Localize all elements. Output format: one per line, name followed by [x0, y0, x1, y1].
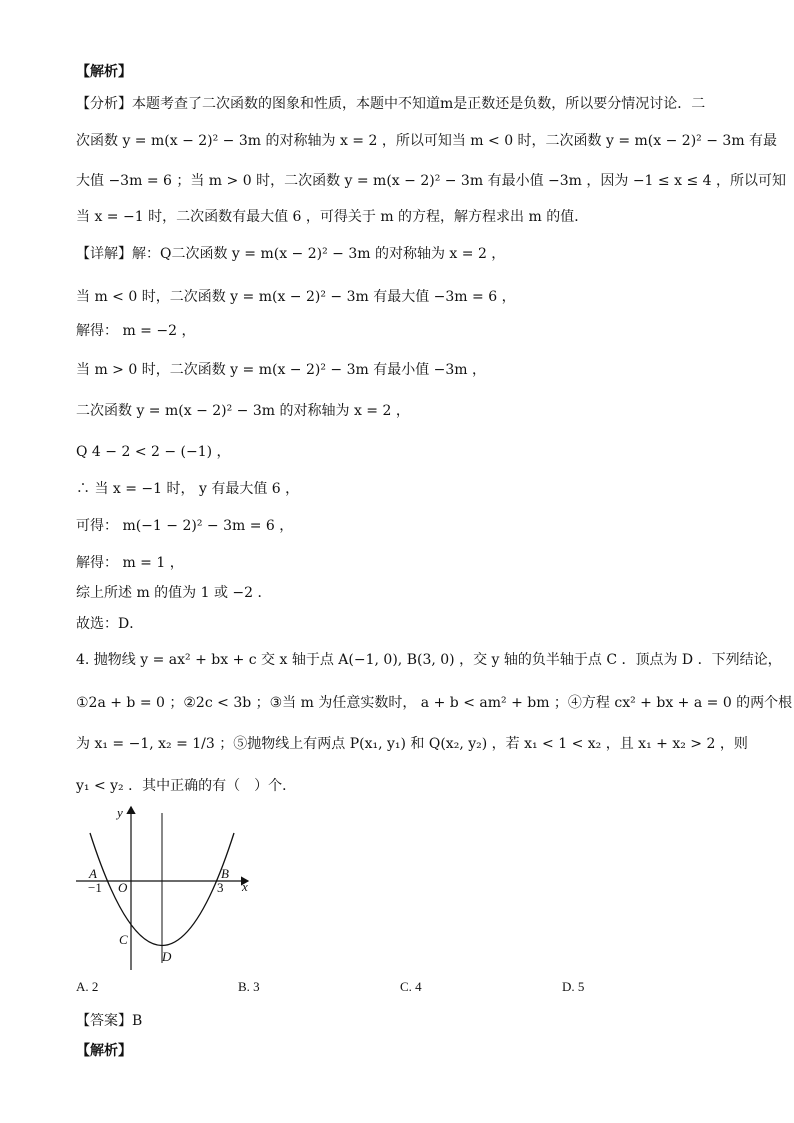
option-b: B. 3: [238, 979, 260, 994]
analysis-4: 当 x = −1 时，二次函数有最大值 6 ，可得关于 m 的方程，解方程求出 m 的值．: [76, 209, 589, 225]
jiexi-heading-2: 【解析】: [76, 1043, 132, 1059]
analysis-3: 大值 −3m = 6 ；当 m > 0 时，二次函数 y = m(x − 2)² − 3m 有最小值 −3m ，因为 −1 ≤ x ≤ 4 ，所以可知: [76, 173, 786, 189]
y-axis-label: y: [117, 805, 123, 820]
detail-6: Q 4 − 2 < 2 − (−1) ，: [76, 444, 231, 460]
point-b-label: B: [221, 866, 229, 881]
answer: 【答案】B: [76, 1013, 143, 1029]
detail-5: 二次函数 y = m(x − 2)² − 3m 的对称轴为 x = 2 ，: [76, 403, 410, 419]
parabola-figure: [76, 803, 256, 975]
q4-3: 为 x₁ = −1, x₂ = 1/3 ；⑤抛物线上有两点 P(x₁, y₁) 和 Q(x₂, y₂) ，若 x₁ < 1 < x₂ ，且 x₁ + x₂ > 2 ，则: [76, 736, 748, 752]
detail-4: 当 m > 0 时，二次函数 y = m(x − 2)² − 3m 有最小值 −3m ，: [76, 362, 487, 378]
tick-3-label: 3: [217, 880, 224, 895]
origin-label: O: [118, 880, 128, 895]
detail-7: ∴ 当 x = −1 时， y 有最大值 6 ，: [76, 481, 300, 497]
analysis-2: 次函数 y = m(x − 2)² − 3m 的对称轴为 x = 2 ，所以可知当 m < 0 时，二次函数 y = m(x − 2)² − 3m 有最: [76, 133, 778, 149]
analysis-1: 【分析】本题考查了二次函数的图象和性质，本题中不知道m是正数还是负数，所以要分情况讨论．二: [76, 96, 706, 112]
q4-4: y₁ < y₂ ．其中正确的有（ ）个．: [76, 778, 297, 794]
detail-11: 故选：D．: [76, 616, 144, 632]
option-c: C. 4: [400, 979, 422, 994]
option-d: D. 5: [562, 979, 585, 994]
point-a-label: A: [89, 866, 97, 881]
x-axis-label: x: [242, 879, 248, 894]
tick-neg1-label: −1: [88, 880, 102, 895]
detail-10: 综上所述 m 的值为 1 或 −2 ．: [76, 585, 272, 601]
detail-2: 当 m < 0 时，二次函数 y = m(x − 2)² − 3m 有最大值 −3m = 6 ，: [76, 289, 516, 305]
point-c-label: C: [119, 932, 128, 947]
detail-9: 解得： m = 1 ，: [76, 555, 184, 571]
option-a: A. 2: [76, 979, 99, 994]
point-d-label: D: [162, 949, 172, 964]
q4-2: ①2a + b = 0 ；②2c < 3b ；③当 m 为任意实数时， a + b < am² + bm ；④方程 cx² + bx + a = 0 的两个根: [76, 695, 793, 711]
detail-8: 可得： m(−1 − 2)² − 3m = 6 ，: [76, 518, 294, 534]
q4-1: 4. 抛物线 y = ax² + bx + c 交 x 轴于点 A(−1, 0), B(3, 0) ，交 y 轴的负半轴于点 C ．顶点为 D ．下列结论，: [76, 652, 782, 668]
jiexi-heading-1: 【解析】: [76, 64, 132, 80]
detail-3: 解得： m = −2 ，: [76, 323, 196, 339]
detail-1: 【详解】解：Q二次函数 y = m(x − 2)² − 3m 的对称轴为 x = 2 ，: [76, 246, 506, 262]
